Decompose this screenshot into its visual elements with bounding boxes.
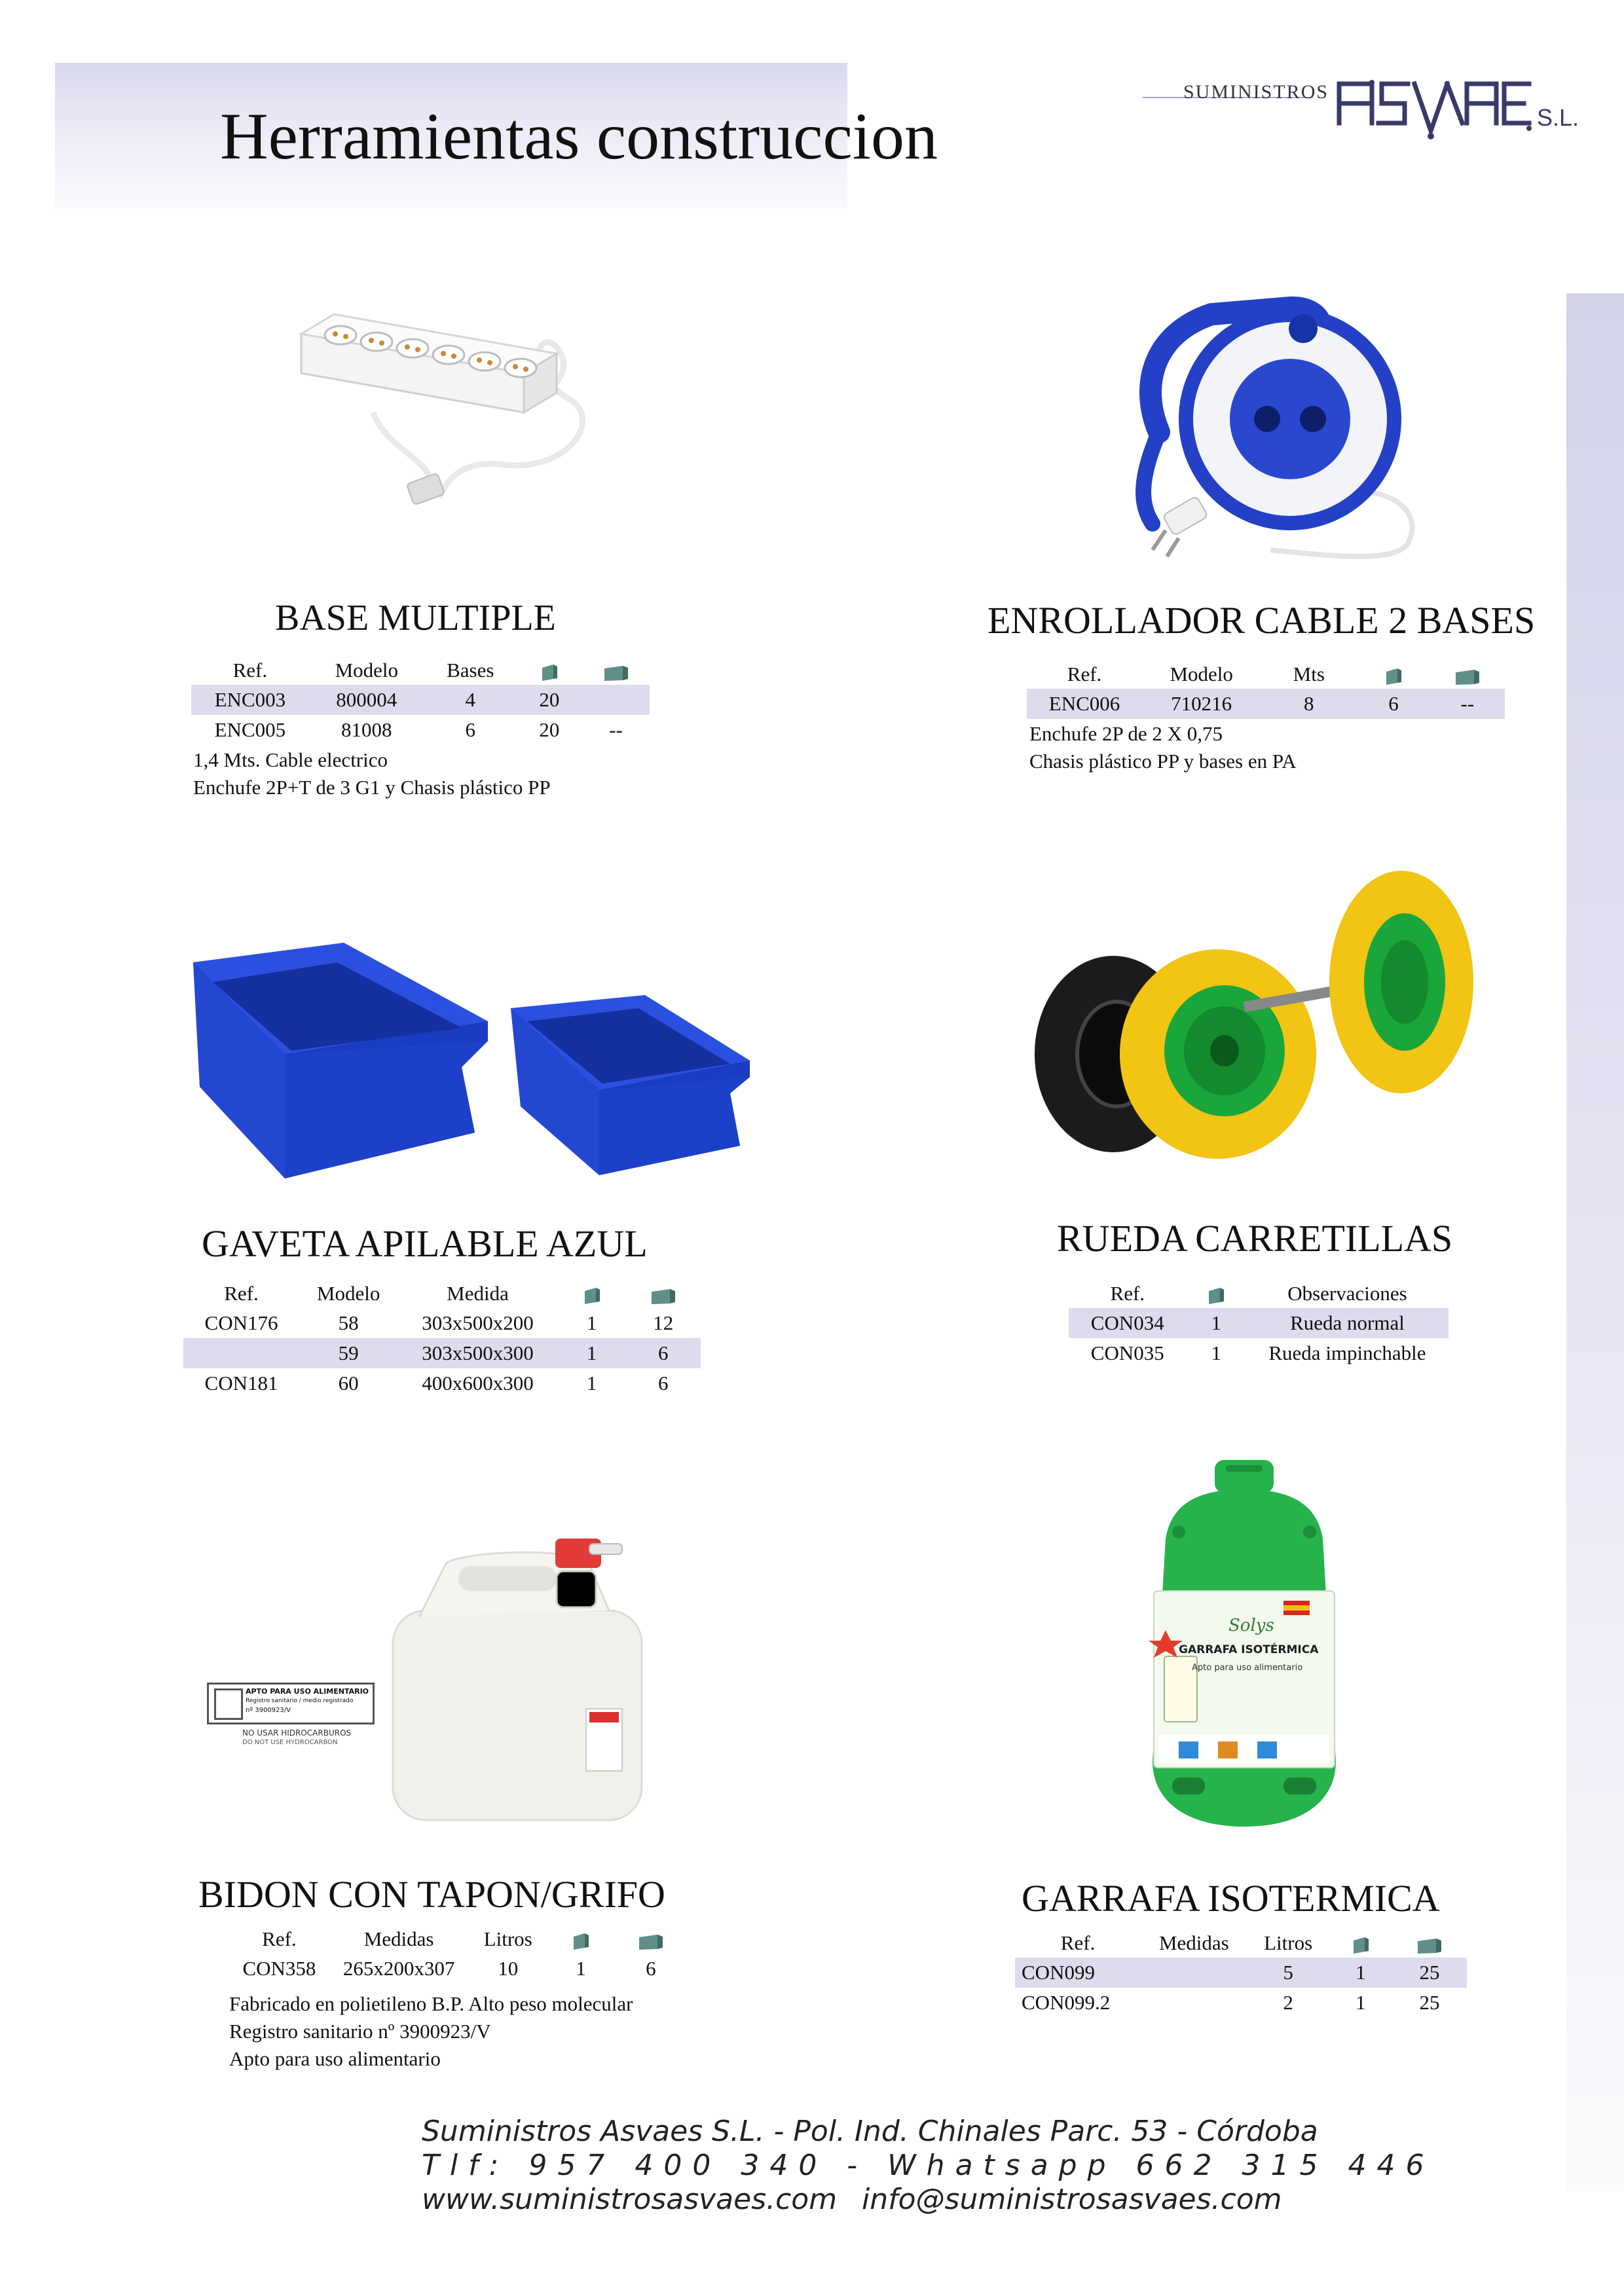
pack-icon xyxy=(638,1931,664,1951)
food-safe-label: APTO PARA USO ALIMENTARIO Registro sanitario / medio registrado nº 3900923/V xyxy=(207,1683,375,1724)
power-strip-image xyxy=(295,301,602,517)
water-jug-image xyxy=(380,1519,668,1827)
header-bases: Bases xyxy=(447,659,494,682)
spec-table-garrafa xyxy=(1015,1929,1467,2018)
table-row: ENC006 710216 8 6 -- xyxy=(1027,689,1505,719)
page-title: Herramientas construccion xyxy=(220,100,938,173)
spec-table-gaveta xyxy=(183,1279,701,1398)
header-ref: Ref. xyxy=(232,659,268,682)
header-modelo: Modelo xyxy=(335,659,398,682)
desc-base-multiple: 1,4 Mts. Cable electrico Enchufe 2P+T de 3 G1 y Chasis plástico PP xyxy=(193,748,551,799)
product-title-bidon: BIDON CON TAPON/GRIFO xyxy=(198,1873,665,1916)
table-row: CON181 60 400x600x300 1 6 xyxy=(204,1372,669,1394)
desc-bidon: Fabricado en polietileno B.P. Alto peso molecular Registro sanitario nº 3900923/V Apto para uso alimentario xyxy=(229,1992,633,2070)
garrafa-label-sub: Apto para uso alimentario xyxy=(1192,1663,1303,1673)
footer-website-link[interactable]: www.suministrosasvaes.com xyxy=(422,2183,838,2216)
table-row: ENC005 81008 6 20 -- xyxy=(214,718,623,741)
table-row: ENC003 800004 4 20 xyxy=(191,685,650,715)
table-header: Ref. Modelo Medida xyxy=(183,1279,701,1308)
hydrocarbon-warning: NO USAR HIDROCARBUROS xyxy=(242,1728,352,1738)
glass-fork-icon xyxy=(214,1688,243,1720)
box-icon xyxy=(572,1931,590,1951)
product-title-enrollador: ENROLLADOR CABLE 2 BASES xyxy=(987,599,1536,642)
desc-enrollador: Enchufe 2P de 2 X 0,75 Chasis plástico PP y bases en PA xyxy=(1029,722,1297,773)
wheelbarrow-wheels-image xyxy=(1028,864,1486,1165)
box-icon xyxy=(1207,1286,1225,1305)
table-header: Ref. Modelo Mts xyxy=(1027,660,1505,689)
table-row: CON358 265x200x307 10 1 6 xyxy=(242,1957,656,1980)
table-row: CON176 58 303x500x200 1 12 xyxy=(204,1311,674,1334)
garrafa-label-title: GARRAFA ISOTÉRMICA xyxy=(1179,1643,1319,1656)
pack-icon xyxy=(1416,1935,1443,1955)
garrafa-brand: Solys xyxy=(1228,1616,1274,1635)
logo-brand-mark xyxy=(1333,71,1579,143)
table-row: CON099 5 1 25 xyxy=(1015,1958,1467,1988)
product-title-garrafa: GARRAFA ISOTERMICA xyxy=(1022,1877,1440,1920)
footer-email-link[interactable]: info@suministrosasvaes.com xyxy=(862,2183,1282,2216)
spec-table-rueda xyxy=(1069,1279,1449,1368)
table-row: CON099.2 2 1 25 xyxy=(1022,1991,1440,2014)
cable-reel-image xyxy=(1113,288,1428,570)
footer xyxy=(422,2115,1434,2217)
svg-text:S.L.: S.L. xyxy=(1537,104,1579,131)
table-row: 59 303x500x300 1 6 xyxy=(183,1338,701,1368)
table-header: Ref. Medidas Litros xyxy=(229,1925,688,1954)
table-header: Ref. Observaciones xyxy=(1110,1282,1407,1305)
spec-table-base-multiple xyxy=(191,656,650,745)
box-icon xyxy=(1352,1935,1370,1955)
stackable-bins-image xyxy=(187,936,776,1185)
spec-table-bidon xyxy=(229,1925,688,1984)
footer-address: Suministros Asvaes S.L. - Pol. Ind. Chinales Parc. 53 - Córdoba xyxy=(422,2115,1318,2148)
company-logo xyxy=(1143,71,1579,143)
pack-icon xyxy=(650,1286,676,1305)
hydrocarbon-warning-en: DO NOT USE HYDROCARBON xyxy=(242,1739,338,1746)
table-header xyxy=(191,656,650,685)
box-icon xyxy=(583,1286,601,1305)
product-title-gaveta: GAVETA APILABLE AZUL xyxy=(202,1222,648,1265)
pack-icon xyxy=(1454,666,1481,686)
table-row: CON035 1 Rueda impinchable xyxy=(1090,1341,1426,1364)
pack-icon xyxy=(603,663,629,682)
spec-table-enrollador xyxy=(1027,660,1505,719)
product-title-base-multiple: BASE MULTIPLE xyxy=(275,598,556,638)
side-decor-band xyxy=(1566,293,1624,2192)
box-icon xyxy=(540,663,559,682)
box-icon xyxy=(1384,666,1403,686)
table-header: Ref. Medidas Litros xyxy=(1015,1929,1467,1958)
logo-small-text: SUMINISTROS xyxy=(1183,81,1329,103)
table-row: CON034 1 Rueda normal xyxy=(1069,1308,1449,1338)
product-title-rueda: RUEDA CARRETILLAS xyxy=(1057,1217,1453,1260)
footer-phones: Tlf: 957 400 340 - Whatsapp 662 315 446 xyxy=(422,2149,1435,2182)
